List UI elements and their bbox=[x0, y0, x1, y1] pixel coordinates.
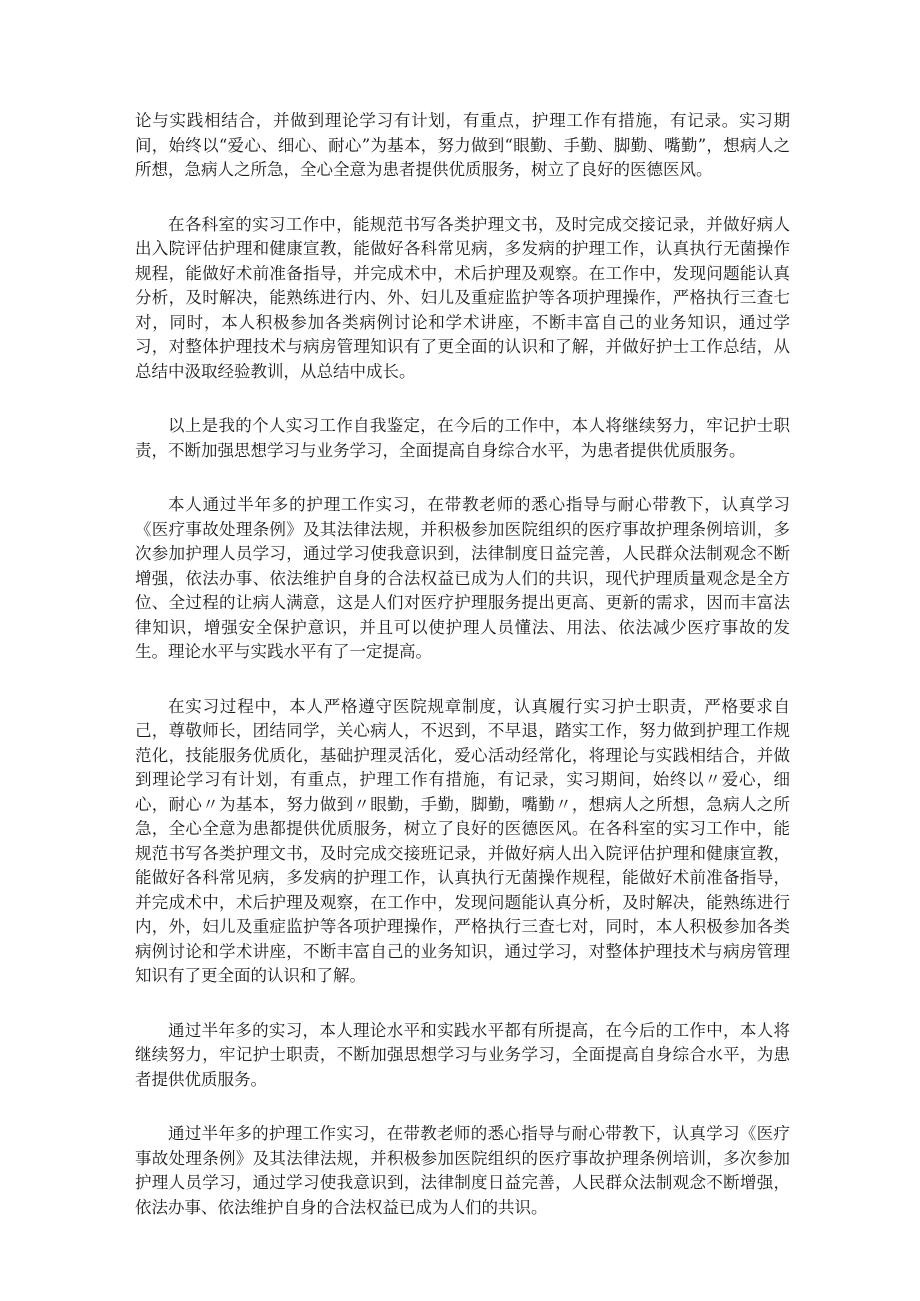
paragraph-5: 在实习过程中，本人严格遵守医院规章制度，认真履行实习护士职责，严格要求自己，尊敬师长，团结同学，关心病人，不迟到，不早退，踏实工作，努力做到护理工作规范化，技能服务优质化，基础护理灵活化，爱心活动经常化，将理论与实践相结合，并做到理论学习有计划，有重点，护理工作有措施，有记录，实习期间，始终以〃爱心，细心，耐心〃为基本，努力做到〃眼勤，手勤，脚勤，嘴勤〃，想病人之所想，急病人之所急，全心全意为患都提供优质服务，树立了良好的医德医风。在各科室的实习工作中，能规范书写各类护理文书，及时完成交接班记录，并做好病人出入院评估护理和健康宣教，能做好各科常见病，多发病的护理工作，认真执行无菌操作规程，能做好术前准备指导，并完成术中，术后护理及观察，在工作中，发现问题能认真分析，及时解决，能熟练进行内，外，妇儿及重症监护等各项护理操作，严格执行三查七对，同时，本人积极参加各类病例讨论和学术讲座，不断丰富自己的业务知识，通过学习，对整体护理技术与病房管理知识有了更全面的认识和了解。 bbox=[135, 696, 790, 985]
paragraph-3: 以上是我的个人实习工作自我鉴定，在今后的工作中，本人将继续努力，牢记护士职责，不断加强思想学习与业务学习，全面提高自身综合水平，为患者提供优质服务。 bbox=[135, 416, 790, 460]
document-body bbox=[135, 109, 790, 1250]
paragraph-4: 本人通过半年多的护理工作实习，在带教老师的悉心指导与耐心带教下，认真学习《医疗事故处理条例》及其法律法规，并积极参加医院组织的医疗事故护理条例培训，多次参加护理人员学习，通过学习使我意识到，法律制度日益完善，人民群众法制观念不断增强，依法办事、依法维护自身的合法权益已成为人们的共识，现代护理质量观念是全方位、全过程的让病人满意，这是人们对医疗护理服务提出更高、更新的需求，因而丰富法律知识，增强安全保护意识，并且可以使护理人员懂法、用法、依法减少医疗事故的发生。理论水平与实践水平有了一定提高。 bbox=[135, 495, 790, 661]
paragraph-1: 论与实践相结合，并做到理论学习有计划，有重点，护理工作有措施，有记录。实习期间，始终以“爱心、细心、耐心”为基本，努力做到“眼勤、手勤、脚勤、嘴勤”，想病人之所想，急病人之所急，全心全意为患者提供优质服务，树立了良好的医德医风。 bbox=[135, 111, 790, 179]
paragraph-2: 在各科室的实习工作中，能规范书写各类护理文书，及时完成交接记录，并做好病人出入院评估护理和健康宣教，能做好各科常见病，多发病的护理工作，认真执行无菌操作规程，能做好术前准备指导，并完成术中，术后护理及观察。在工作中，发现问题能认真分析，及时解决，能熟练进行内、外、妇儿及重症监护等各项护理操作，严格执行三查七对，同时，本人积极参加各类病例讨论和学术讲座，不断丰富自己的业务知识，通过学习，对整体护理技术与病房管理知识有了更全面的认识和了解，并做好护士工作总结，从总结中汲取经验教训，从总结中成长。 bbox=[135, 214, 790, 381]
paragraph-6: 通过半年多的实习，本人理论水平和实践水平都有所提高，在今后的工作中，本人将继续努力，牢记护士职责，不断加强思想学习与业务学习，全面提高自身综合水平，为患者提供优质服务。 bbox=[135, 1020, 790, 1089]
paragraph-7: 通过半年多的护理工作实习，在带教老师的悉心指导与耐心带教下，认真学习《医疗事故处理条例》及其法律法规，并积极参加医院组织的医疗事故护理条例培训，多次参加护理人员学习，通过学习使我意识到，法律制度日益完善，人民群众法制观念不断增强，依法办事、依法维护自身的合法权益已成为人们的共识。 bbox=[135, 1124, 790, 1217]
